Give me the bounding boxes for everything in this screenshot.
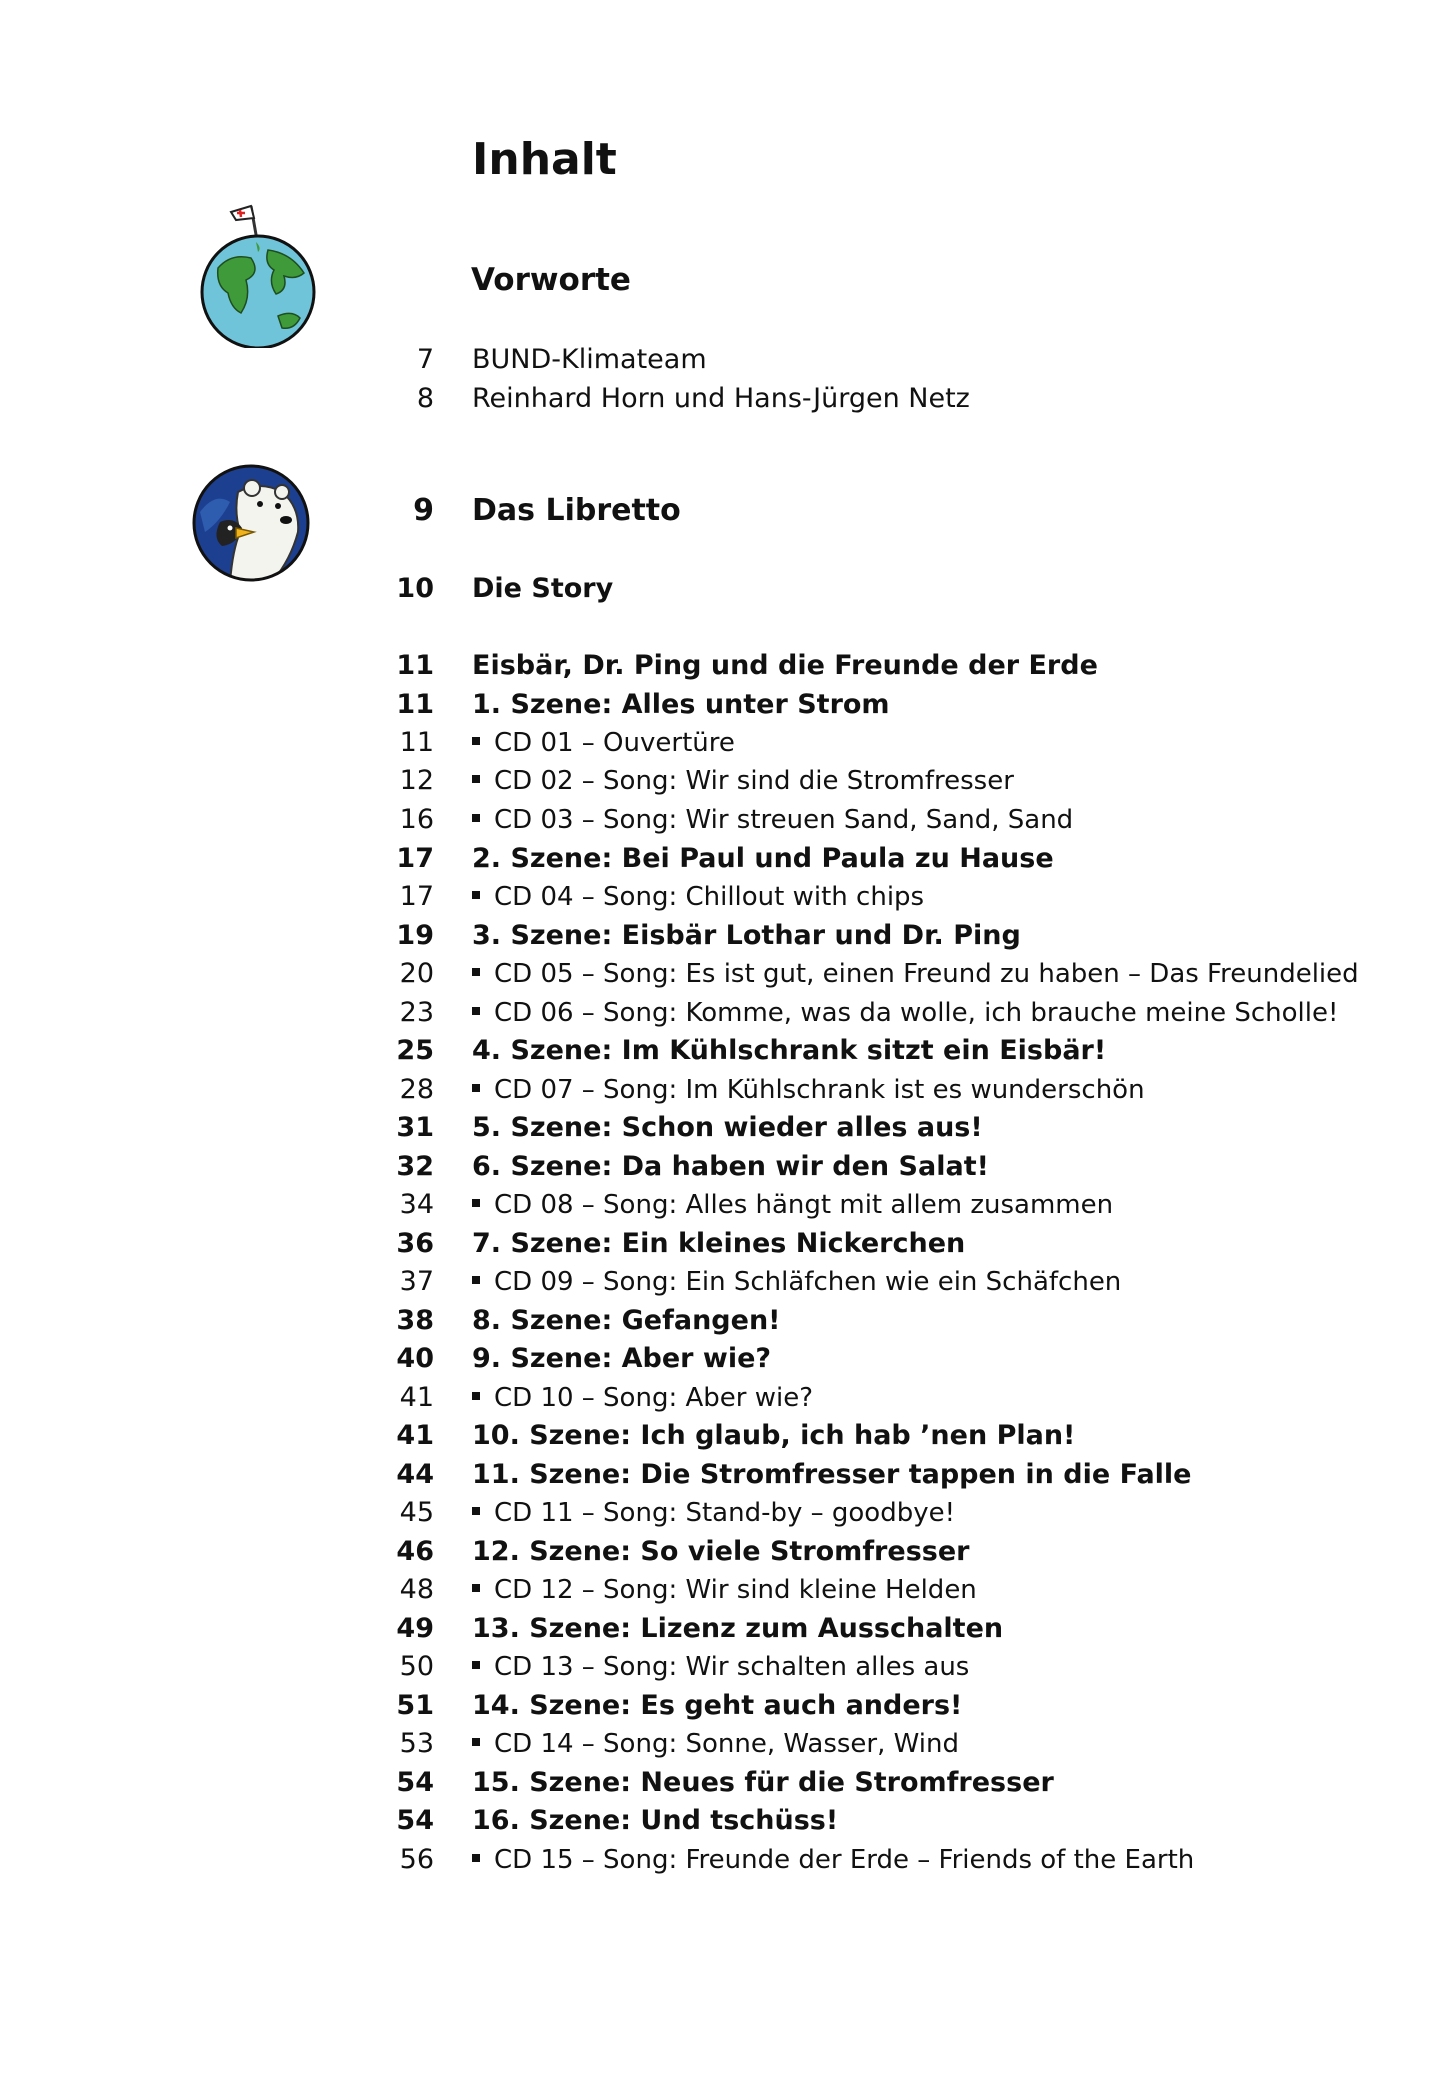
bullet-icon [472, 1084, 480, 1092]
toc-page-number: 36 [396, 1228, 434, 1259]
toc-page-number: 50 [399, 1651, 434, 1682]
toc-page-number: 54 [396, 1805, 434, 1836]
bullet-icon [472, 891, 480, 899]
toc-entry[interactable] [0, 380, 1445, 418]
toc-page-number: 37 [399, 1266, 434, 1297]
toc-title: Eisbär, Dr. Ping und die Freunde der Erde [472, 650, 1098, 681]
bullet-icon [472, 1199, 480, 1207]
toc-page-number: 49 [396, 1613, 434, 1644]
toc-title: 2. Szene: Bei Paul und Paula zu Hause [472, 843, 1054, 874]
toc-title [472, 1379, 813, 1417]
toc-page-number: 25 [396, 1035, 434, 1066]
toc-title-text: CD 14 – Song: Sonne, Wasser, Wind [494, 1729, 959, 1759]
toc-title [472, 1725, 959, 1763]
section-heading-vorworte: Vorworte [471, 262, 631, 298]
toc-page-number: 51 [396, 1690, 434, 1721]
toc-page-number: 8 [416, 383, 434, 414]
toc-title [472, 724, 735, 762]
toc-entry[interactable] [0, 1725, 1445, 1763]
toc-title: Die Story [472, 573, 614, 604]
toc-entry[interactable] [0, 1032, 1445, 1070]
toc-page-number: 54 [396, 1767, 434, 1798]
toc-title: 4. Szene: Im Kühlschrank sitzt ein Eisbär! [472, 1035, 1107, 1066]
toc-title-text: CD 05 – Song: Es ist gut, einen Freund zu haben – Das Freundelied [494, 959, 1359, 989]
toc-entry[interactable] [0, 1379, 1445, 1417]
toc-page-number: 19 [396, 920, 434, 951]
toc-page-number: 10 [396, 573, 434, 604]
toc-title-text: CD 13 – Song: Wir schalten alles aus [494, 1652, 970, 1682]
toc-entry[interactable] [0, 492, 1445, 530]
bullet-icon [472, 1276, 480, 1284]
toc-entry[interactable] [0, 917, 1445, 955]
toc-page-number: 7 [416, 344, 434, 375]
toc-page-number: 34 [399, 1189, 434, 1220]
toc-title: BUND-Klimateam [472, 344, 707, 375]
toc-entry[interactable] [0, 724, 1445, 762]
toc-title-text: CD 11 – Song: Stand-by – goodbye! [494, 1498, 956, 1528]
toc-title [472, 955, 1359, 993]
toc-title-text: CD 10 – Song: Aber wie? [494, 1383, 813, 1413]
toc-entry[interactable] [0, 1071, 1445, 1109]
toc-title: 1. Szene: Alles unter Strom [472, 689, 890, 720]
toc-title: 11. Szene: Die Stromfresser tappen in die Falle [472, 1459, 1192, 1490]
toc-entry[interactable] [0, 994, 1445, 1032]
toc-title: 16. Szene: Und tschüss! [472, 1805, 839, 1836]
toc-page-number: 12 [399, 765, 434, 796]
toc-entry[interactable] [0, 1148, 1445, 1186]
toc-entry[interactable] [0, 1263, 1445, 1301]
toc-entry[interactable] [0, 955, 1445, 993]
toc-title [472, 1494, 955, 1532]
toc-page-number: 46 [396, 1536, 434, 1567]
toc-entry[interactable] [0, 1802, 1445, 1840]
toc-title [472, 1071, 1145, 1109]
toc-title: 9. Szene: Aber wie? [472, 1343, 772, 1374]
toc-title-text: CD 03 – Song: Wir streuen Sand, Sand, Sand [494, 805, 1074, 835]
toc-title [472, 878, 924, 916]
toc-title: 8. Szene: Gefangen! [472, 1305, 781, 1336]
toc-entry[interactable] [0, 878, 1445, 916]
toc-title [472, 762, 1014, 800]
toc-entry[interactable] [0, 1186, 1445, 1224]
toc-title-text: CD 04 – Song: Chillout with chips [494, 882, 925, 912]
toc-page-number: 41 [399, 1382, 434, 1413]
toc-page-number: 40 [396, 1343, 434, 1374]
toc-entry[interactable] [0, 1225, 1445, 1263]
toc-title: 13. Szene: Lizenz zum Ausschalten [472, 1613, 1004, 1644]
bullet-icon [472, 1738, 480, 1746]
toc-entry[interactable] [0, 1687, 1445, 1725]
bullet-icon [472, 968, 480, 976]
toc-title-text: CD 09 – Song: Ein Schläfchen wie ein Schäfchen [494, 1267, 1122, 1297]
toc-title [472, 1571, 977, 1609]
toc-title: 5. Szene: Schon wieder alles aus! [472, 1112, 983, 1143]
toc-page-number: 23 [399, 997, 434, 1028]
bullet-icon [472, 1392, 480, 1400]
toc-page-number: 41 [396, 1420, 434, 1451]
toc-title: Das Libretto [472, 493, 681, 528]
toc-title [472, 1263, 1121, 1301]
toc-title: 3. Szene: Eisbär Lothar und Dr. Ping [472, 920, 1021, 951]
toc-entry[interactable] [0, 1533, 1445, 1571]
toc-entry[interactable] [0, 1456, 1445, 1494]
toc-page-number: 20 [399, 958, 434, 989]
toc-entry[interactable] [0, 801, 1445, 839]
toc-page-number: 17 [396, 843, 434, 874]
toc-entry[interactable] [0, 647, 1445, 685]
toc-page-number: 31 [396, 1112, 434, 1143]
toc-title [472, 801, 1073, 839]
toc-entry[interactable] [0, 570, 1445, 608]
toc-entry[interactable] [0, 1610, 1445, 1648]
toc-page-number: 11 [396, 689, 434, 720]
bullet-icon [472, 1507, 480, 1515]
toc-title: 12. Szene: So viele Stromfresser [472, 1536, 970, 1567]
bullet-icon [472, 1007, 480, 1015]
toc-title-text: CD 15 – Song: Freunde der Erde – Friends of the Earth [494, 1845, 1195, 1875]
toc-entry[interactable] [0, 1571, 1445, 1609]
toc-entry[interactable] [0, 1417, 1445, 1455]
page-title: Inhalt [472, 134, 617, 185]
toc-title: 10. Szene: Ich glaub, ich hab ’nen Plan! [472, 1420, 1076, 1451]
toc-title-text: CD 12 – Song: Wir sind kleine Helden [494, 1575, 977, 1605]
toc-title-text: CD 02 – Song: Wir sind die Stromfresser [494, 766, 1014, 796]
toc-page-number: 38 [396, 1305, 434, 1336]
toc-page-number: 28 [399, 1074, 434, 1105]
toc-entry[interactable] [0, 341, 1445, 379]
bullet-icon [472, 1584, 480, 1592]
bullet-icon [472, 775, 480, 783]
toc-page-number: 16 [399, 804, 434, 835]
toc-title-text: CD 07 – Song: Im Kühlschrank ist es wunderschön [494, 1075, 1145, 1105]
toc-page-number: 9 [413, 493, 434, 528]
toc-entry[interactable] [0, 1302, 1445, 1340]
toc-entry[interactable] [0, 686, 1445, 724]
bullet-icon [472, 1661, 480, 1669]
toc-entry[interactable] [0, 762, 1445, 800]
toc-title-text: CD 01 – Ouvertüre [494, 728, 735, 758]
toc-title [472, 1186, 1113, 1224]
toc-title: 7. Szene: Ein kleines Nickerchen [472, 1228, 966, 1259]
toc-entry[interactable] [0, 1494, 1445, 1532]
toc-page-number: 53 [399, 1728, 434, 1759]
toc-page-number: 45 [399, 1497, 434, 1528]
bullet-icon [472, 814, 480, 822]
toc-page-number: 44 [396, 1459, 434, 1490]
toc-title: Reinhard Horn und Hans-Jürgen Netz [472, 383, 970, 414]
toc-entry[interactable] [0, 1109, 1445, 1147]
toc-entry[interactable] [0, 840, 1445, 878]
toc-page-number: 56 [399, 1844, 434, 1875]
toc-entry[interactable] [0, 1340, 1445, 1378]
toc-page-number: 11 [396, 650, 434, 681]
toc-title [472, 1841, 1194, 1879]
toc-page-number: 17 [399, 881, 434, 912]
toc-entry[interactable] [0, 1764, 1445, 1802]
toc-page-number: 48 [399, 1574, 434, 1605]
toc-page-number: 32 [396, 1151, 434, 1182]
toc-page-number: 11 [399, 727, 434, 758]
toc-title: 6. Szene: Da haben wir den Salat! [472, 1151, 989, 1182]
toc-title: 14. Szene: Es geht auch anders! [472, 1690, 963, 1721]
toc-title-text: CD 06 – Song: Komme, was da wolle, ich brauche meine Scholle! [494, 998, 1339, 1028]
toc-entry[interactable] [0, 1648, 1445, 1686]
toc-title-text: CD 08 – Song: Alles hängt mit allem zusammen [494, 1190, 1114, 1220]
toc-entry[interactable] [0, 1841, 1445, 1879]
toc-title [472, 994, 1338, 1032]
bullet-icon [472, 1854, 480, 1862]
bullet-icon [472, 737, 480, 745]
toc-title [472, 1648, 969, 1686]
toc-title: 15. Szene: Neues für die Stromfresser [472, 1767, 1054, 1798]
